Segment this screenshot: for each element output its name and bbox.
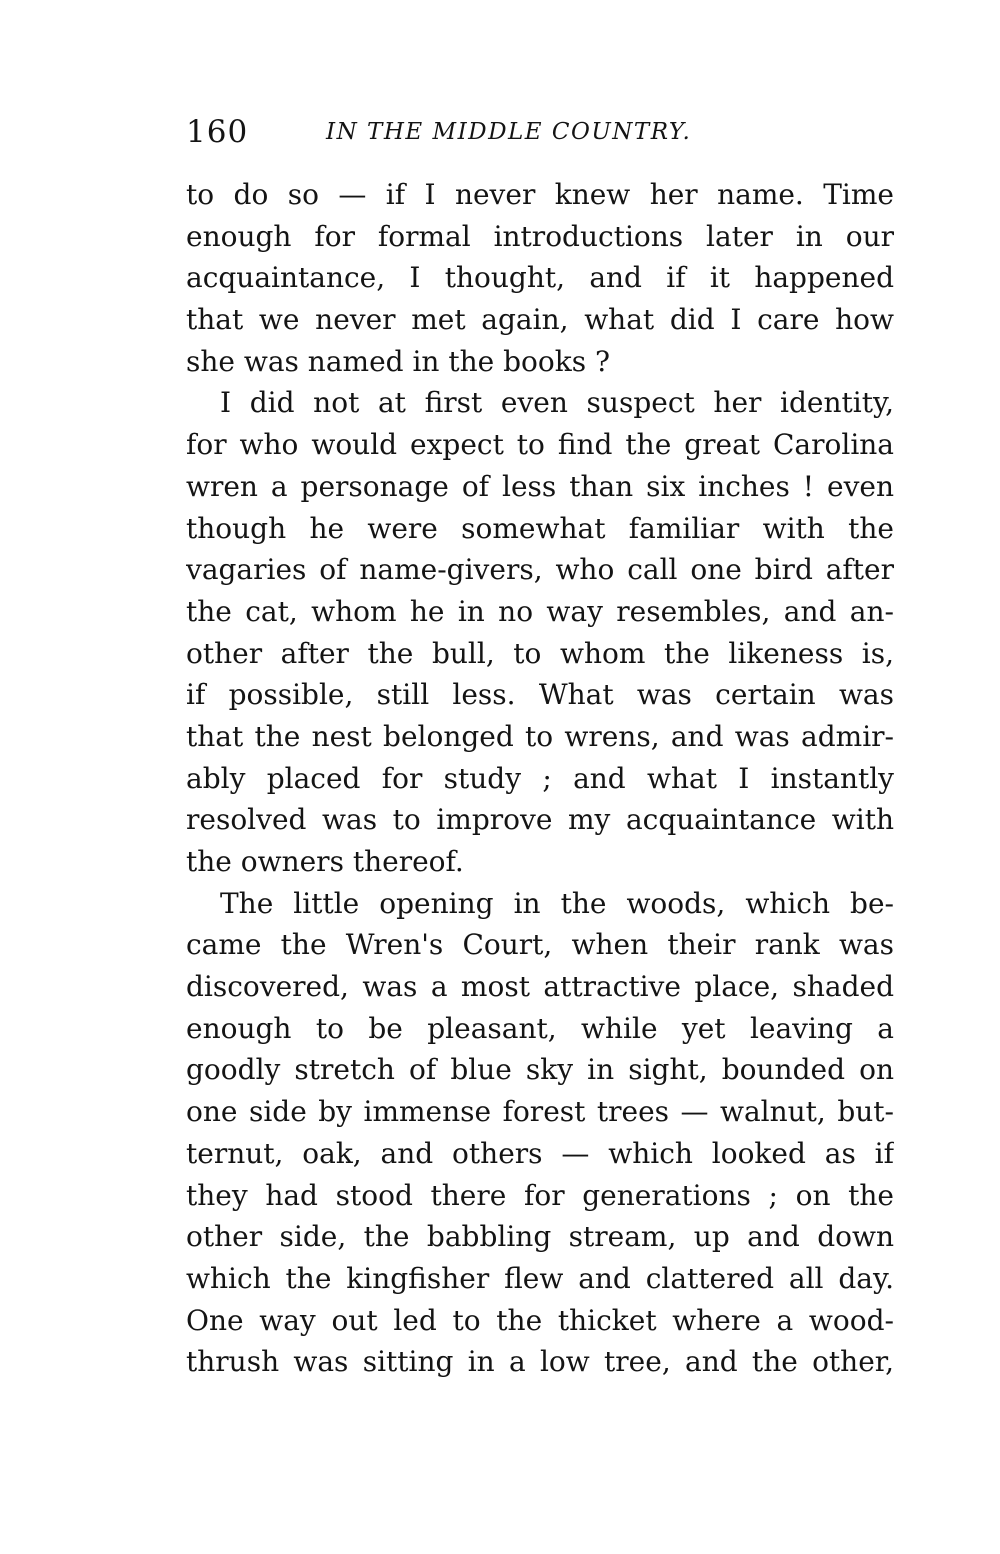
text-line: the owners thereof.	[186, 845, 464, 878]
text-line: ably placed for study ; and what I instantly	[186, 761, 894, 795]
text-line: if possible, still less. What was certain was	[186, 678, 894, 712]
text-line: they had stood there for generations ; on the	[186, 1178, 894, 1212]
text-line: The little opening in the woods, which be-	[220, 886, 894, 920]
body-text	[186, 174, 894, 1383]
text-line: ternut, oak, and others — which looked as if	[186, 1136, 894, 1170]
page-number: 160	[186, 114, 249, 150]
text-line: enough to be pleasant, while yet leaving a	[186, 1011, 894, 1045]
text-line: the cat, whom he in no way resembles, and an-	[186, 594, 894, 628]
text-line: One way out led to the thicket where a wood-	[186, 1303, 894, 1337]
text-line: to do so — if I never knew her name. Time	[186, 178, 894, 211]
running-head	[186, 108, 906, 156]
text-line: thrush was sitting in a low tree, and the other,	[186, 1345, 894, 1379]
text-line: resolved was to improve my acquaintance with	[186, 803, 894, 837]
text-line: enough for formal introductions later in our	[186, 219, 894, 253]
text-line: other side, the babbling stream, up and down	[186, 1220, 894, 1254]
text-line: she was named in the books ?	[186, 344, 611, 378]
text-line: other after the bull, to whom the likeness is,	[186, 636, 894, 670]
text-line: for who would expect to find the great Carolina	[186, 428, 894, 462]
text-line: that we never met again, what did I care how	[186, 303, 894, 337]
text-line: I did not at first even suspect her identity,	[220, 386, 894, 420]
text-line: though he were somewhat familiar with the	[186, 511, 894, 545]
text-line: which the kingfisher flew and clattered all day.	[186, 1261, 894, 1295]
text-line: vagaries of name-givers, who call one bird after	[186, 553, 894, 587]
text-line: acquaintance, I thought, and if it happened	[186, 261, 894, 295]
text-line: came the Wren's Court, when their rank was	[186, 928, 894, 962]
text-line: wren a personage of less than six inches ! even	[186, 469, 894, 503]
running-title: IN THE MIDDLE COUNTRY.	[326, 119, 692, 145]
text-line: goodly stretch of blue sky in sight, bounded on	[186, 1053, 894, 1087]
text-line: that the nest belonged to wrens, and was admir-	[186, 719, 894, 753]
text-line: discovered, was a most attractive place, shaded	[186, 970, 894, 1004]
text-line: one side by immense forest trees — walnut, but-	[186, 1095, 894, 1129]
